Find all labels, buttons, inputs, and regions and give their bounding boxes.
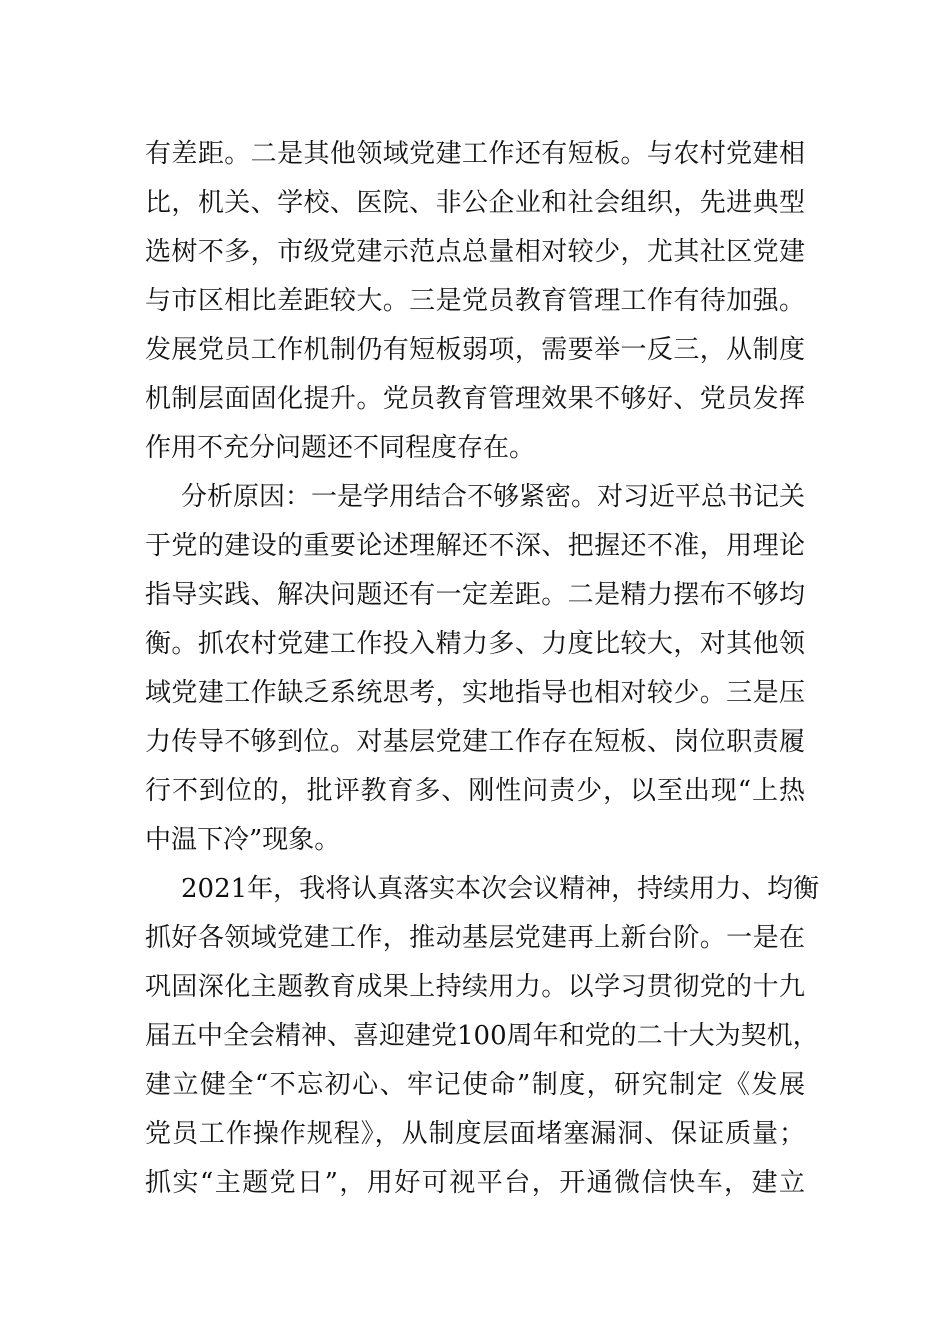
text-line: 届五中全会精神、喜迎建党100周年和党的二十大为契机， bbox=[145, 1021, 819, 1051]
text-line: 与市区相比差距较大。三是党员教育管理工作有待加强。 bbox=[145, 286, 805, 316]
text-line: 域党建工作缺乏系统思考，实地指导也相对较少。三是压 bbox=[145, 678, 805, 708]
text-line: 于党的建设的重要论述理解还不深、把握还不准，用理论 bbox=[145, 531, 805, 561]
text-line: 2021年，我将认真落实本次会议精神，持续用力、均衡 bbox=[181, 874, 820, 904]
text-line: 抓好各领域党建工作，推动基层党建再上新台阶。一是在 bbox=[145, 923, 805, 953]
text-line: 中温下冷”现象。 bbox=[145, 825, 341, 855]
text-line: 分析原因：一是学用结合不够紧密。对习近平总书记关 bbox=[181, 482, 806, 512]
text-line: 比，机关、学校、医院、非公企业和社会组织，先进典型 bbox=[145, 188, 805, 218]
text-line: 有差距。二是其他领域党建工作还有短板。与农村党建相 bbox=[145, 139, 805, 169]
text-line: 力传导不够到位。对基层党建工作存在短板、岗位职责履 bbox=[145, 727, 805, 757]
body-text bbox=[145, 130, 820, 1208]
text-line: 党员工作操作规程》，从制度层面堵塞漏洞、保证质量； bbox=[145, 1119, 805, 1149]
text-line: 抓实“主题党日”，用好可视平台，开通微信快车，建立 bbox=[145, 1168, 805, 1198]
text-line: 建立健全“不忘初心、牢记使命”制度，研究制定《发展 bbox=[145, 1070, 805, 1100]
text-line: 发展党员工作机制仍有短板弱项，需要举一反三，从制度 bbox=[145, 335, 805, 365]
text-line: 行不到位的，批评教育多、刚性问责少，以至出现“上热 bbox=[145, 776, 805, 806]
text-line: 指导实践、解决问题还有一定差距。二是精力摆布不够均 bbox=[145, 580, 805, 610]
text-line: 机制层面固化提升。党员教育管理效果不够好、党员发挥 bbox=[145, 384, 805, 414]
text-line: 选树不多，市级党建示范点总量相对较少，尤其社区党建 bbox=[145, 237, 805, 267]
text-line: 巩固深化主题教育成果上持续用力。以学习贯彻党的十九 bbox=[145, 972, 805, 1002]
text-line: 作用不充分问题还不同程度存在。 bbox=[145, 433, 536, 463]
text-line: 衡。抓农村党建工作投入精力多、力度比较大，对其他领 bbox=[145, 629, 805, 659]
